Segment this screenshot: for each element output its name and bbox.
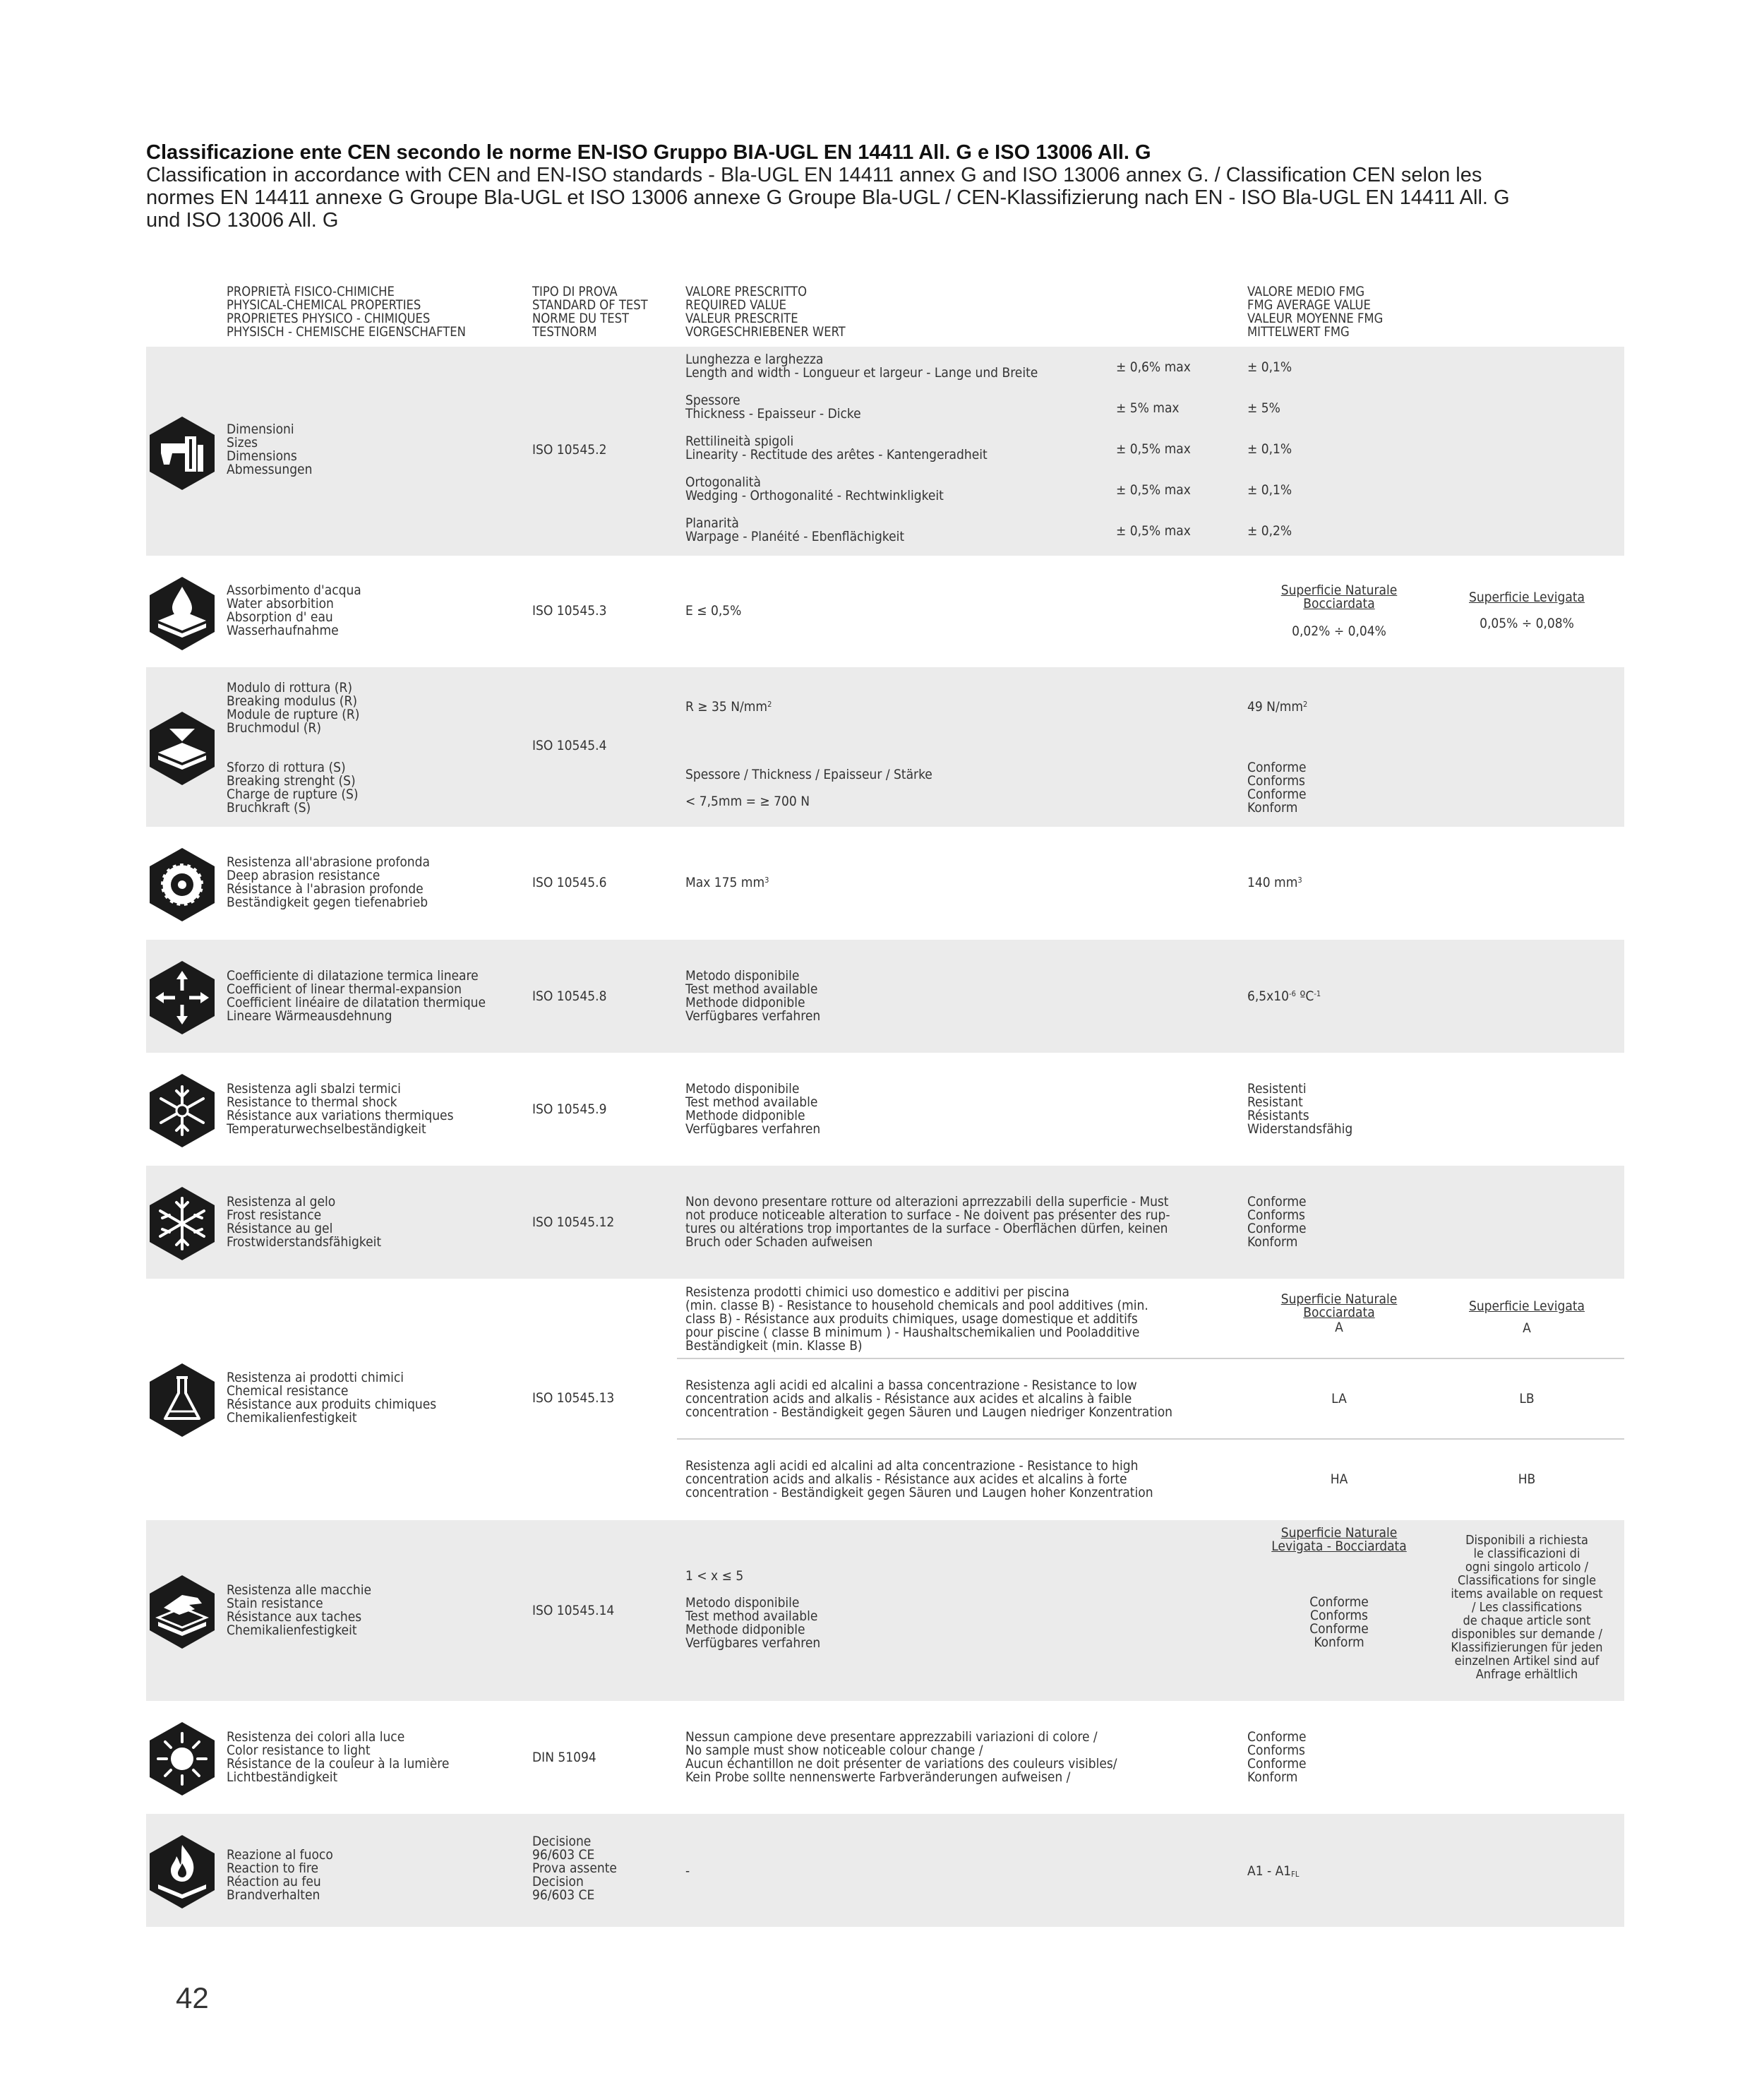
chemical-item-label: Resistenza agli acidi ed alcalini a bassa concentrazione - Resistance to low concentration acids and alkalis - Résistance aux acides et alcalins à faible concentration - Beständigkeit gegen Säuren und Laugen niedriger Konzentration bbox=[685, 1378, 1173, 1420]
required-value: ± 0,5% max bbox=[1116, 482, 1191, 498]
required-value: Metodo disponibile Test method available Methode didponible Verfügbares verfahren bbox=[685, 1081, 821, 1137]
average-value: 140 $mm^3$ bbox=[1247, 875, 1302, 890]
title-italian: Classificazione ente CEN secondo le norme EN-ISO Gruppo BIA-UGL EN 14411 All. G e ISO 13006 All. G bbox=[146, 141, 1151, 164]
header-test bbox=[532, 285, 653, 339]
test-standard: ISO 10545.14 bbox=[532, 1603, 615, 1618]
caliper-icon bbox=[148, 415, 216, 491]
header-average bbox=[1247, 285, 1388, 339]
required-value: Max 175 $mm^3$ bbox=[685, 875, 769, 890]
row-color-light bbox=[146, 1701, 1624, 1814]
row-dimensions bbox=[146, 347, 1624, 556]
header-line: VALORE MEDIO FMG bbox=[1247, 284, 1365, 299]
property-name: Resistenza agli sbalzi termici Resistance to thermal shock Résistance aux variations thermiques Temperaturwechselbeständigkeit bbox=[227, 1081, 454, 1137]
header-line: PROPRIETES PHYSICO - CHIMIQUES bbox=[227, 311, 431, 326]
property-name: Assorbimento d'acqua Water absorbition Absorption d' eau Wasserhaufnahme bbox=[227, 583, 361, 638]
average-value: ± 0,1% bbox=[1247, 482, 1292, 498]
header-line: VORGESCHRIEBENER WERT bbox=[685, 324, 846, 340]
average-value: ± 0,1% bbox=[1247, 441, 1292, 457]
flask-icon bbox=[148, 1362, 216, 1438]
row-thermal-expansion bbox=[146, 940, 1624, 1053]
property-name: Resistenza dei colori alla luce Color resistance to light Résistance de la couleur à la lumière Lichtbeständigkeit bbox=[227, 1729, 450, 1785]
average-value-strength: Conforme Conforms Conforme Konform bbox=[1247, 760, 1307, 816]
title-line: Classification in accordance with CEN and EN-ISO standards - Bla-UGL EN 14411 annex G and ISO 13006 annex G. / Classification CEN selon les bbox=[146, 164, 1482, 186]
required-value: ± 0,5% max bbox=[1116, 441, 1191, 457]
average-value-modulus: 49 $N/mm^2$ bbox=[1247, 699, 1308, 715]
thermal-shock-icon bbox=[148, 1073, 216, 1149]
average-value: ± 0,2% bbox=[1247, 523, 1292, 539]
required-value: ± 0,5% max bbox=[1116, 523, 1191, 539]
required-value-modulus: R ≥ 35 $N/mm^2$ bbox=[685, 699, 772, 715]
average-value: A1 - A1FL bbox=[1247, 1863, 1300, 1879]
header-line: PHYSISCH - CHEMISCHE EIGENSCHAFTEN bbox=[227, 324, 466, 340]
average-value: ± 5% bbox=[1247, 400, 1280, 416]
required-value: ± 5% max bbox=[1116, 400, 1180, 416]
property-name: Coefficiente di dilatazione termica lineare Coefficient of linear thermal-expansion Coefficient linéaire de dilatation thermique Lineare Wärmeausdehnung bbox=[227, 968, 486, 1024]
header-line: FMG AVERAGE VALUE bbox=[1247, 297, 1371, 313]
header-line: NORME DU TEST bbox=[532, 311, 630, 326]
row-frost bbox=[146, 1166, 1624, 1279]
surface-polished-column: Superficie Levigata 0,05% ÷ 0,08% bbox=[1468, 590, 1585, 631]
chemical-item-label: Resistenza agli acidi ed alcalini ad alta concentrazione - Resistance to high concentration acids and alkalis - Résistance aux acides et alcalins à forte concentration - Beständigkeit gegen Säuren und Laugen hoher Konzentration bbox=[685, 1458, 1153, 1500]
header-property bbox=[227, 285, 476, 339]
test-standard: ISO 10545.12 bbox=[532, 1214, 615, 1230]
average-value: Resistenti Resistant Résistants Widerstandsfähig bbox=[1247, 1081, 1353, 1137]
required-value: - bbox=[685, 1863, 690, 1879]
test-standard: ISO 10545.2 bbox=[532, 442, 607, 458]
row-chemical bbox=[146, 1279, 1624, 1520]
dimension-item-label: Lunghezza e larghezza Length and width - Longueur et largeur - Lange und Breite bbox=[685, 352, 1038, 381]
average-value: Conforme Conforms Conforme Konform bbox=[1247, 1194, 1307, 1250]
water-drop-icon bbox=[148, 575, 216, 652]
property-name: Resistenza ai prodotti chimici Chemical resistance Résistance aux produits chimiques Chemikalienfestigkeit bbox=[227, 1370, 437, 1426]
header-line: VALEUR MOYENNE FMG bbox=[1247, 311, 1384, 326]
availability-note: Disponibili a richiesta le classificazioni di ogni singolo articolo / Classifications for single items available on request / Les classifications de chaque article sont disponibles sur demande / Klassifizierungen für jeden einzelnen Artikel sind auf Anfrage erhältlich bbox=[1451, 1533, 1603, 1682]
required-value-method: Metodo disponibile Test method available Methode didponible Verfügbares verfahren bbox=[685, 1595, 821, 1651]
property-name-modulus: Modulo di rottura (R) Breaking modulus (R) Module de rupture (R) Bruchmodul (R) bbox=[227, 680, 360, 736]
header-line: VALORE PRESCRITTO bbox=[685, 284, 808, 299]
header-line: VALEUR PRESCRITE bbox=[685, 311, 798, 326]
row-thermal-shock bbox=[146, 1053, 1624, 1166]
page-number: 42 bbox=[176, 1981, 209, 2014]
test-standard: ISO 10545.4 bbox=[532, 738, 607, 753]
saw-blade-icon bbox=[148, 847, 216, 923]
test-standard: ISO 10545.3 bbox=[532, 603, 607, 619]
surface-natural-column: Superficie Naturale Levigata - Bocciardata Conforme Conforms Conforme Konform bbox=[1271, 1525, 1407, 1650]
test-standard: ISO 10545.8 bbox=[532, 988, 607, 1004]
required-value-thickness: Spessore / Thickness / Epaisseur / Stärke bbox=[685, 767, 932, 782]
test-standard: Decisione 96/603 CE Prova assente Decision 96/603 CE bbox=[532, 1834, 617, 1903]
row-fire bbox=[146, 1814, 1624, 1927]
property-name: Dimensioni Sizes Dimensions Abmessungen bbox=[227, 422, 313, 477]
stain-hand-icon bbox=[148, 1574, 216, 1650]
property-name: Resistenza al gelo Frost resistance Résistance au gel Frostwiderstandsfähigkeit bbox=[227, 1194, 382, 1250]
required-value-class: 1 < x ≤ 5 bbox=[685, 1568, 744, 1584]
test-standard: ISO 10545.13 bbox=[532, 1390, 615, 1406]
required-value: Non devono presentare rotture od alterazioni aprrezzabili della superficie - Must not produce noticeable alteration to surface - Ne doivent pas présenter des rup- tures ou altérations trop importantes de la surface - Oberflächen dürfen, keinen Bruch oder Schaden aufweisen bbox=[685, 1194, 1170, 1250]
header-line: PROPRIETÀ FISICO-CHIMICHE bbox=[227, 284, 395, 299]
required-value: Nessun campione deve presentare apprezzabili variazioni di colore / No sample must show noticeable colour change / Aucun échantillon ne doit présenter de variations des couleurs visibles/ Kein Probe sollte nennenswerte Farbveränderungen aufweisen / bbox=[685, 1729, 1117, 1785]
dimension-item-label: Ortogonalità Wedging - Orthogonalité - Rechtwinkligkeit bbox=[685, 474, 944, 503]
average-value: Conforme Conforms Conforme Konform bbox=[1247, 1729, 1307, 1785]
row-abrasion bbox=[146, 827, 1624, 940]
average-value: $6,5x10^{-6}$ ºC$^{-1}$ bbox=[1247, 988, 1321, 1004]
flame-icon bbox=[148, 1834, 216, 1910]
header-line: REQUIRED VALUE bbox=[685, 297, 787, 313]
test-standard: DIN 51094 bbox=[532, 1750, 596, 1765]
chemical-value-polished: LB bbox=[1519, 1391, 1535, 1406]
required-value: Metodo disponibile Test method available Methode didponible Verfügbares verfahren bbox=[685, 968, 821, 1024]
surface-natural-column: Superficie Naturale Bocciardata 0,02% ÷ 0,04% bbox=[1280, 583, 1398, 639]
surface-polished-column: Superficie Levigata A bbox=[1468, 1298, 1585, 1336]
dimension-item-label: Rettilineità spigoli Linearity - Rectitude des arêtes - Kantengeradheit bbox=[685, 434, 988, 462]
test-standard: ISO 10545.9 bbox=[532, 1101, 607, 1117]
header-line: PHYSICAL-CHEMICAL PROPERTIES bbox=[227, 297, 421, 313]
chemical-item-label: Resistenza prodotti chimici uso domestico e additivi per piscina (min. classe B) - Resistance to household chemicals and pool additives (min. class B) - Résistance aux produits chimiques, usage domestique et additifs pour piscine ( classe B minimum ) - Haushaltschemikalien und Pooladditive Beständigkeit (min. Klasse B) bbox=[685, 1284, 1148, 1354]
divider bbox=[677, 1358, 1624, 1359]
chemical-value-polished: HB bbox=[1518, 1471, 1536, 1487]
required-value: E ≤ 0,5% bbox=[685, 603, 742, 619]
title-line: und ISO 13006 All. G bbox=[146, 209, 339, 232]
title-line: normes EN 14411 annexe G Groupe Bla-UGL et ISO 13006 annexe G Groupe Bla-UGL / CEN-Klassifizierung nach EN - ISO Bla-UGL EN 14411 All. G bbox=[146, 186, 1510, 209]
required-value-strength: < 7,5mm = ≥ 700 N bbox=[685, 794, 810, 809]
row-stain bbox=[146, 1520, 1624, 1701]
required-value: ± 0,6% max bbox=[1116, 359, 1191, 375]
property-name: Resistenza all'abrasione profonda Deep abrasion resistance Résistance à l'abrasion profonde Beständigkeit gegen tiefenabrieb bbox=[227, 854, 430, 910]
expansion-arrows-icon bbox=[148, 960, 216, 1036]
property-name: Reazione al fuoco Reaction to fire Réaction au feu Brandverhalten bbox=[227, 1847, 333, 1903]
dimension-item-label: Planarità Warpage - Planéité - Ebenflächigkeit bbox=[685, 515, 905, 544]
header-line: TESTNORM bbox=[532, 324, 597, 340]
divider bbox=[677, 1438, 1624, 1440]
sun-icon bbox=[148, 1721, 216, 1797]
test-standard: ISO 10545.6 bbox=[532, 875, 607, 890]
header-required bbox=[685, 285, 852, 339]
chemical-value-natural: HA bbox=[1330, 1471, 1348, 1487]
press-icon bbox=[148, 710, 216, 787]
surface-natural-column: Superficie Naturale Bocciardata A bbox=[1280, 1291, 1398, 1335]
property-name-strength: Sforzo di rottura (S) Breaking strenght (S) Charge de rupture (S) Bruchkraft (S) bbox=[227, 760, 359, 816]
average-value: ± 0,1% bbox=[1247, 359, 1292, 375]
property-name: Resistenza alle macchie Stain resistance Résistance aux taches Chemikalienfestigkeit bbox=[227, 1582, 371, 1638]
page-title-block bbox=[146, 141, 1628, 232]
row-breaking-strength bbox=[146, 667, 1624, 827]
row-water-absorption bbox=[146, 556, 1624, 667]
header-line: MITTELWERT FMG bbox=[1247, 324, 1350, 340]
chemical-value-natural: LA bbox=[1331, 1391, 1347, 1406]
header-line: STANDARD OF TEST bbox=[532, 297, 648, 313]
dimension-item-label: Spessore Thickness - Epaisseur - Dicke bbox=[685, 393, 861, 422]
snowflake-icon bbox=[148, 1185, 216, 1262]
header-line: TIPO DI PROVA bbox=[532, 284, 618, 299]
